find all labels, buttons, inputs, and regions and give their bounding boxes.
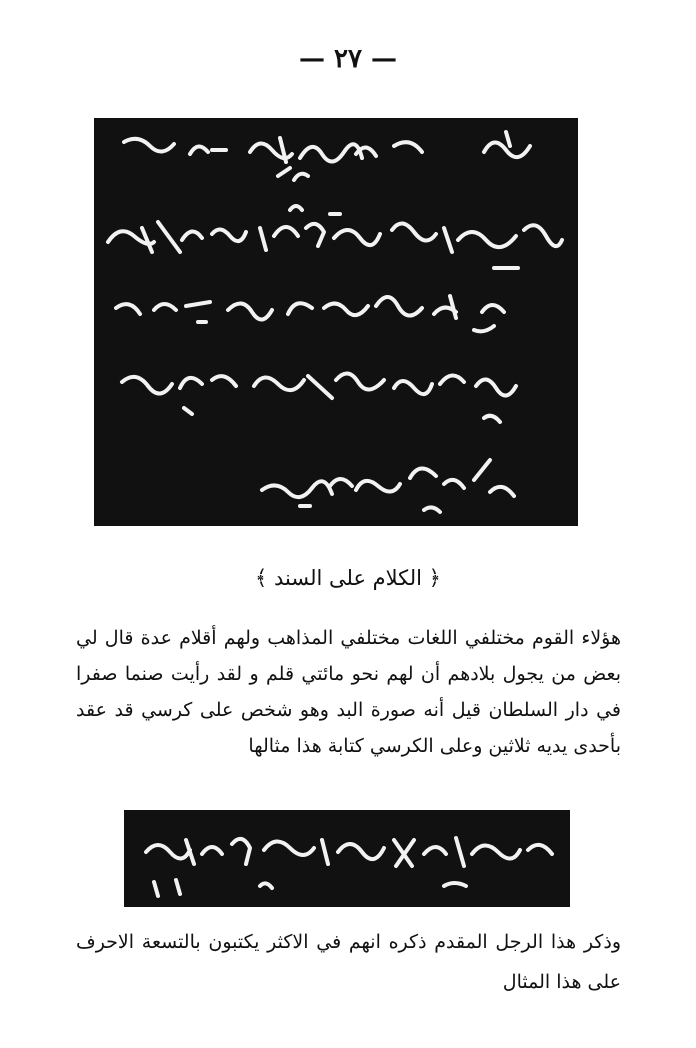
inscription-plate xyxy=(124,810,570,907)
inscription-glyphs xyxy=(124,810,570,907)
script-specimen-glyphs xyxy=(94,118,578,526)
script-specimen-plate xyxy=(94,118,578,526)
body-paragraph-sind: هؤلاء القوم مختلفي اللغات مختلفي المذاهب ولهم أقلام عدة قال لي بعض من يجول بلادهم أن لهم نحو مائتي قلم و لقد رأيت صنما صفرا في دار السلطان قيل أنه صورة البد وهو شخص على كرسي قد عقد بأحدى يديه ثلاثين وعلى الكرسي كتابة هذا مثالها xyxy=(76,627,621,757)
page-number: — ٢٧ — xyxy=(298,44,398,74)
section-heading: ﴿ الكلام على السند ﴾ xyxy=(255,566,441,590)
body-paragraph-nine-letters: وذكر هذا الرجل المقدم ذكره انهم في الاكثر يكتبون بالتسعة الاحرف على هذا المثال xyxy=(76,931,621,993)
